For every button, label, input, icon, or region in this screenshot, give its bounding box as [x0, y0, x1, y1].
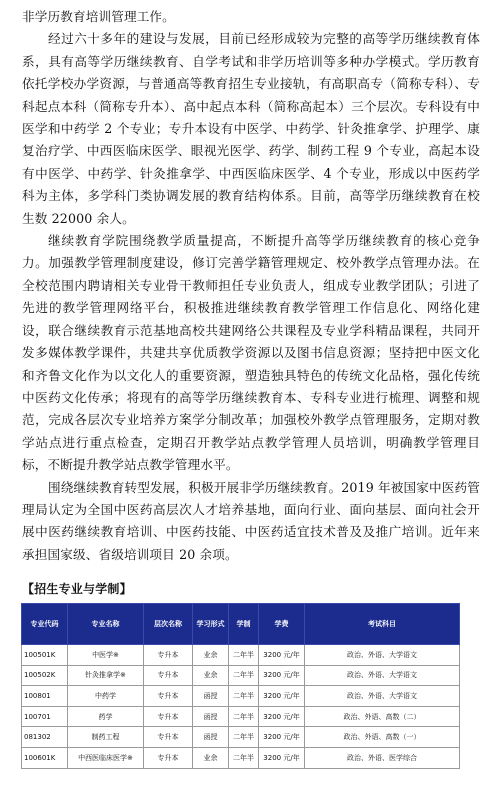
cell-exam-subjects: 政治、外语、大学语文	[305, 665, 460, 686]
cell-tuition: 3200 元/年	[259, 645, 305, 666]
cell-study-form: 业余	[193, 665, 229, 686]
cell-exam-subjects: 政治、外语、大学语文	[305, 645, 460, 666]
header-major: 专业名称	[68, 604, 144, 645]
cell-study-form: 函授	[193, 706, 229, 727]
cell-code: 100701	[22, 706, 68, 727]
section-title: 【招生专业与学制】	[22, 582, 132, 596]
table-row	[22, 706, 460, 727]
cell-level: 专升本	[144, 645, 193, 666]
cell-major: 中医学※	[68, 645, 144, 666]
table-row	[22, 645, 460, 666]
cell-study-form: 业余	[193, 747, 229, 768]
programs-table	[21, 603, 460, 769]
cell-level: 专升本	[144, 747, 193, 768]
cell-tuition: 3200 元/年	[259, 665, 305, 686]
header-duration: 学制	[229, 604, 259, 645]
cell-study-form: 业余	[193, 645, 229, 666]
body-text	[22, 6, 480, 566]
header-tuition: 学费	[259, 604, 305, 645]
cell-code: 100801	[22, 686, 68, 707]
table-row	[22, 665, 460, 686]
cell-study-form: 函授	[193, 686, 229, 707]
table-header-row	[22, 604, 460, 645]
cell-tuition: 3200 元/年	[259, 747, 305, 768]
paragraph-teaching-quality: 继续教育学院围绕教学质量提高，不断提升高等学历继续教育的核心竞争力。加强教学管理制度建设，修订完善学籍管理规定、校外教学点管理办法。在全校范围内聘请相关专业骨干教师担任专业负责人，组成专业教学团队；引进了先进的教学管理网络平台，积极推进继续教育教学管理工作信息化、网络化建设，联合继续教育示范基地高校共建网络公共课程及专业学科精品课程，共同开发多媒体教学课件，共建共享优质教学资源以及图书信息资源；坚持把中医文化和齐鲁文化作为以文化人的重要资源，塑造独具特色的传统文化品格，强化传统中医药文化传承；将现有的高等学历继续教育本、专科专业进行梳理、调整和规范，完成各层次专业培养方案学分制改革；加强校外教学点管理服务，定期对教学站点进行重点检查，定期召开教学站点教学管理人员培训，明确教学管理目标，不断提升教学站点教学管理水平。	[22, 233, 480, 473]
cell-code: 100601K	[22, 747, 68, 768]
header-exam-subjects: 考试科目	[305, 604, 460, 645]
cell-duration: 二年半	[229, 645, 259, 666]
header-study-form: 学习形式	[193, 604, 229, 645]
table-row	[22, 727, 460, 748]
cell-major: 制药工程	[68, 727, 144, 748]
cell-tuition: 3200 元/年	[259, 706, 305, 727]
cell-exam-subjects: 政治、外语、医学综合	[305, 747, 460, 768]
cell-duration: 二年半	[229, 706, 259, 727]
cell-level: 专升本	[144, 727, 193, 748]
table-row	[22, 747, 460, 768]
header-level: 层次名称	[144, 604, 193, 645]
cell-code: 081302	[22, 727, 68, 748]
cell-duration: 二年半	[229, 747, 259, 768]
cell-duration: 二年半	[229, 686, 259, 707]
cell-major: 中西医临床医学※	[68, 747, 144, 768]
cell-level: 专升本	[144, 706, 193, 727]
paragraph-continuation: 非学历教育培训管理工作。	[22, 9, 175, 24]
cell-major: 中药学	[68, 686, 144, 707]
cell-code: 100501K	[22, 645, 68, 666]
header-code: 专业代码	[22, 604, 68, 645]
cell-major: 针灸推拿学※	[68, 665, 144, 686]
cell-level: 专升本	[144, 665, 193, 686]
cell-study-form: 函授	[193, 727, 229, 748]
table-row	[22, 686, 460, 707]
cell-duration: 二年半	[229, 727, 259, 748]
cell-tuition: 3200 元/年	[259, 686, 305, 707]
cell-duration: 二年半	[229, 665, 259, 686]
cell-level: 专升本	[144, 686, 193, 707]
cell-code: 100502K	[22, 665, 68, 686]
paragraph-development: 经过六十多年的建设与发展，目前已经形成较为完整的高等学历继续教育体系，具有高等学历继续教育、自学考试和非学历培训等多种办学模式。学历教育依托学校办学资源，与普通高等教育招生专业接轨，有高职高专（简称专科）、专科起点本科（简称专升本）、高中起点本科（简称高起本）三个层次。专科设有中医学和中药学 2 个专业；专升本设有中医学、中药学、针灸推拿学、护理学、康复治疗学、中西医临床医学、眼视光医学、药学、制药工程 9 个专业，高起本设有中医学、中药学、针灸推拿学、中西医临床医学、4 个专业，形成以中医药学科为主体，多学科门类协调发展的教育结构体系。目前，高等学历继续教育在校生数 22000 余人。	[22, 31, 480, 226]
cell-tuition: 3200 元/年	[259, 727, 305, 748]
cell-major: 药学	[68, 706, 144, 727]
paragraph-non-degree: 围绕继续教育转型发展，积极开展非学历继续教育。2019 年被国家中医药管理局认定为全国中医药高层次人才培养基地，面向行业、面向基层、面向社会开展中医药继续教育培训、中医药技能、中医药适宜技术普及及推广培训。近年来承担国家级、省级培训项目 20 余项。	[22, 479, 480, 562]
cell-exam-subjects: 政治、外语、高数（一）	[305, 727, 460, 748]
cell-exam-subjects: 政治、外语、大学语文	[305, 686, 460, 707]
cell-exam-subjects: 政治、外语、高数（二）	[305, 706, 460, 727]
